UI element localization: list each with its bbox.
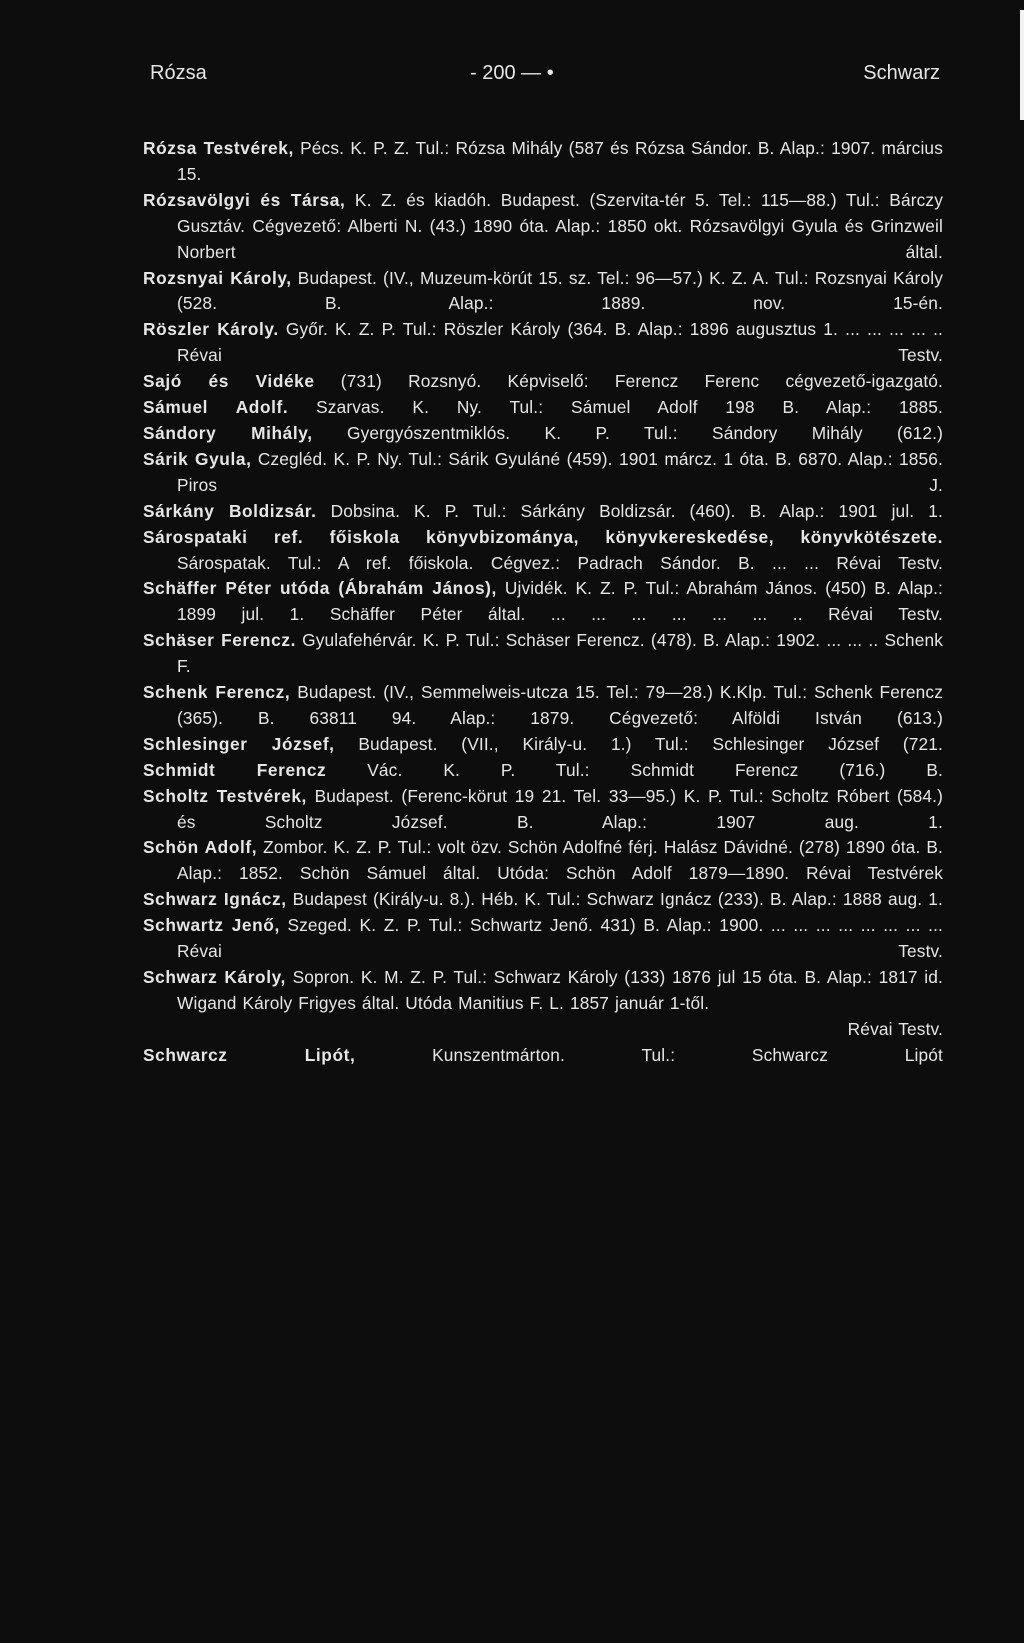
entry-text: Czegléd. K. P. Ny. Tul.: Sárik Gyuláné (459). 1901 márcz. 1 óta. B. 6870. Alap.: 1856. Piros J. — [177, 448, 943, 495]
entry-name: Sándory Mihály, — [143, 422, 313, 443]
directory-entry — [143, 576, 943, 628]
entry-name: Schmidt Ferencz — [143, 759, 327, 780]
entry-text: Sárospatak. Tul.: A ref. főiskola. Cégvez.: Padrach Sándor. B. ... ... Révai Testv. — [177, 552, 943, 573]
directory-entry — [143, 965, 943, 1043]
entry-name: Schäffer Péter utóda (Ábrahám János), — [143, 578, 497, 599]
entry-name: Schäser Ferencz. — [143, 630, 296, 651]
entry-text: Budapest (Király-u. 8.). Héb. K. Tul.: Schwarz Ignácz (233). B. Alap.: 1888 aug. 1. — [286, 889, 943, 910]
running-head-last-entry: Schwarz — [863, 62, 940, 84]
directory-entry — [143, 758, 943, 784]
directory-entry — [143, 395, 943, 421]
directory-entry — [143, 317, 943, 369]
entry-continuation: Révai Testv. — [847, 1018, 943, 1039]
entry-text: Sopron. K. M. Z. P. Tul.: Schwarz Károly (133) 1876 jul 15 óta. B. Alap.: 1817 id. Wigand Károly Frigyes által. Utóda Manitius F. L. 1857 január 1-től. — [177, 967, 943, 1013]
entry-text: Vác. K. P. Tul.: Schmidt Ferencz (716.) B. — [326, 759, 943, 780]
directory-entry — [143, 266, 943, 318]
entry-text: Pécs. K. P. Z. Tul.: Rózsa Mihály (587 és Rózsa Sándor. B. Alap.: 1907. március 15. — [177, 138, 943, 184]
entry-name: Rózsavölgyi és Társa, — [143, 189, 346, 210]
entry-text: Budapest. (IV., Semmelweis-utcza 15. Tel.: 79—28.) K.Klp. Tul.: Schenk Ferencz (365). B. 63811 94. Alap.: 1879. Cégvezető: Alföldi István (613.) — [177, 682, 943, 728]
entry-text: Győr. K. Z. P. Tul.: Röszler Károly (364. B. Alap.: 1896 augusztus 1. ... ... ... ... .. Révai Testv. — [177, 319, 943, 366]
directory-entry — [143, 1043, 943, 1069]
directory-entry — [143, 628, 943, 680]
directory-entry — [143, 188, 943, 266]
entry-text: Gyergyószentmiklós. K. P. Tul.: Sándory Mihály (612.) — [312, 422, 943, 443]
running-head — [150, 62, 940, 92]
entry-text: Szarvas. K. Ny. Tul.: Sámuel Adolf 198 B. Alap.: 1885. — [288, 397, 943, 418]
entry-text: Budapest. (VII., Király-u. 1.) Tul.: Schlesinger József (721. — [334, 733, 943, 754]
entry-text: Gyulafehérvár. K. P. Tul.: Schäser Ferencz. (478). B. Alap.: 1902. ... ... .. Schenk F. — [177, 630, 944, 677]
entry-text: Ujvidék. K. Z. P. Tul.: Abrahám János. (450) B. Alap.: 1899 jul. 1. Schäffer Péter által. ... ... ... ... ... ... .. Révai Testv. — [177, 578, 944, 625]
directory-entry — [143, 447, 943, 499]
entry-text: Szeged. K. Z. P. Tul.: Schwartz Jenő. 431) B. Alap.: 1900. ... ... ... ... ... ... ... ... Révai Testv. — [177, 915, 943, 962]
directory-entry — [143, 887, 943, 913]
directory-entry — [143, 136, 943, 188]
entry-text: K. Z. és kiadóh. Budapest. (Szervita-tér 5. Tel.: 115—88.) Tul.: Bárczy Gusztáv. Cégvezető: Alberti N. (43.) 1890 óta. Alap.: 1850 okt. Rózsavölgyi Gyula és Grinzweil Norbert által. — [177, 189, 943, 262]
directory-entry — [143, 680, 943, 732]
entry-text: Budapest. (Ferenc-körut 19 21. Tel. 33—95.) K. P. Tul.: Scholtz Róbert (584.) és Scholtz József. B. Alap.: 1907 aug. 1. — [177, 785, 943, 832]
entry-name: Sárkány Boldizsár. — [143, 500, 317, 521]
running-head-first-entry: Rózsa — [150, 62, 207, 84]
directory-entry — [143, 421, 943, 447]
entry-list — [143, 136, 943, 1069]
entry-name: Rózsa Testvérek, — [143, 138, 294, 158]
entry-text: Zombor. K. Z. P. Tul.: volt özv. Schön Adolfné férj. Halász Dávidné. (278) 1890 óta. B. Alap.: 1852. Schön Sámuel által. Utóda: Schön Adolf 1879—1890. Révai Testvérek — [177, 837, 943, 884]
entry-name: Rozsnyai Károly, — [143, 267, 292, 288]
page-number: - 200 — • — [470, 62, 554, 84]
directory-entry — [143, 499, 943, 525]
entry-name: Schlesinger József, — [143, 733, 335, 754]
entry-name: Schwarz Károly, — [143, 967, 286, 987]
directory-entry — [143, 784, 943, 836]
entry-text: Kunszentmárton. Tul.: Schwarcz Lipót — [355, 1044, 943, 1065]
entry-name: Schwarz Ignácz, — [143, 889, 287, 910]
entry-text: Budapest. (IV., Muzeum-körút 15. sz. Tel.: 96—57.) K. Z. A. Tul.: Rozsnyai Károly (528. B. Alap.: 1889. nov. 15-én. — [177, 267, 943, 314]
entry-name: Schwartz Jenő, — [143, 915, 280, 936]
entry-name: Röszler Károly. — [143, 319, 279, 340]
directory-entry — [143, 913, 943, 965]
entry-name: Sajó és Vidéke — [143, 371, 315, 392]
entry-text: Dobsina. K. P. Tul.: Sárkány Boldizsár. (460). B. Alap.: 1901 jul. 1. — [316, 500, 944, 521]
directory-entry — [143, 732, 943, 758]
directory-entry — [143, 525, 943, 577]
entry-text: (731) Rozsnyó. Képviselő: Ferencz Ferenc cégvezető-igazgató. — [314, 371, 943, 392]
entry-name: Scholtz Testvérek, — [143, 785, 307, 806]
scan-edge-mark — [1020, 10, 1024, 120]
entry-name: Sámuel Adolf. — [143, 397, 289, 418]
entry-name: Sárik Gyula, — [143, 448, 252, 469]
entry-name: Schwarcz Lipót, — [143, 1044, 356, 1065]
directory-entry — [143, 835, 943, 887]
entry-name: Schenk Ferencz, — [143, 682, 291, 703]
entry-name: Sárospataki ref. főiskola könyvbizományа, könyvkereskedése, könyvkötészete. — [143, 526, 943, 547]
directory-entry — [143, 369, 943, 395]
entry-name: Schön Adolf, — [143, 837, 258, 858]
